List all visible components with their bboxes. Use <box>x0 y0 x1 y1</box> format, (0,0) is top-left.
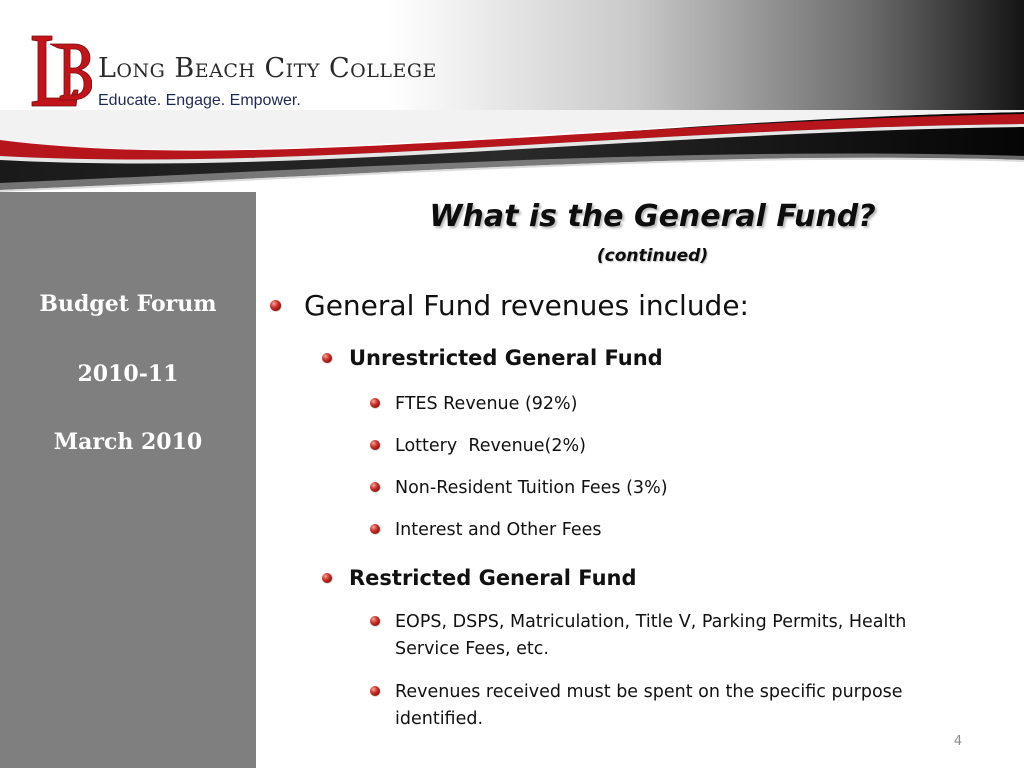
lb-monogram-icon <box>30 34 92 110</box>
bullet-text: Non-Resident Tuition Fees (3%) <box>395 478 668 498</box>
bullet-icon <box>370 616 380 626</box>
bullet-text: Lottery Revenue(2%) <box>395 436 586 456</box>
bullet-lottery-revenue <box>395 433 586 460</box>
bullet-text: Restricted General Fund <box>349 566 637 590</box>
page-number: 4 <box>953 734 963 749</box>
bullet-restricted-general-fund <box>349 564 637 592</box>
bullet-icon <box>370 482 380 492</box>
bullet-ftes-revenue <box>395 391 578 418</box>
bullet-icon <box>322 353 332 363</box>
college-tagline: Educate. Engage. Empower. <box>98 92 301 109</box>
bullet-interest-other-fees <box>395 517 602 544</box>
bullet-text: General Fund revenues include: <box>304 289 749 322</box>
sidebar-date: March 2010 <box>53 429 203 455</box>
sidebar-fiscal-year: 2010-11 <box>77 361 179 387</box>
bullet-text: Interest and Other Fees <box>395 520 602 540</box>
sidebar-panel <box>0 192 256 768</box>
bullet-text: FTES Revenue (92%) <box>395 394 578 414</box>
bullet-revenues-spent-purpose <box>395 679 955 733</box>
bullet-icon <box>370 524 380 534</box>
bullet-icon <box>370 398 380 408</box>
slide-title: What is the General Fund? <box>429 199 876 234</box>
bullet-eops-dsps <box>395 609 955 663</box>
bullet-icon <box>370 440 380 450</box>
bullet-text: Revenues received must be spent on the specific purpose identified. <box>395 682 903 729</box>
bullet-non-resident-tuition <box>395 475 668 502</box>
bullet-general-fund-revenues <box>304 288 749 324</box>
sidebar-event-title: Budget Forum <box>39 291 217 317</box>
bullet-text: Unrestricted General Fund <box>349 346 663 370</box>
bullet-unrestricted-general-fund <box>349 344 663 372</box>
bullet-icon <box>322 573 332 583</box>
college-name: Long Beach City College <box>98 53 437 84</box>
bullet-icon <box>370 686 380 696</box>
bullet-icon <box>270 300 281 311</box>
slide-subtitle: (continued) <box>596 246 709 266</box>
college-logo <box>30 34 500 114</box>
bullet-text: EOPS, DSPS, Matriculation, Title V, Parking Permits, Health Service Fees, etc. <box>395 612 907 659</box>
